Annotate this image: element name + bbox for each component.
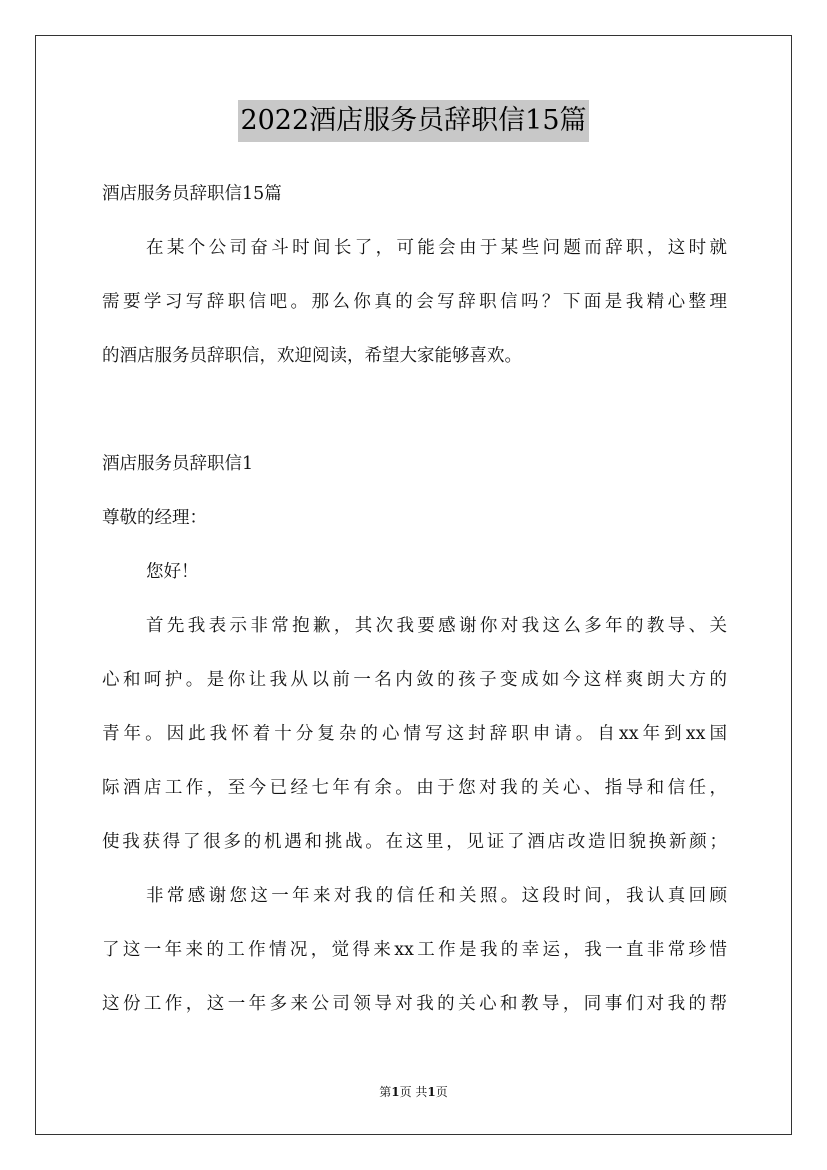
body-paragraph-1-line-5: 使我获得了很多的机遇和挑战。在这里，见证了酒店改造旧貌换新颜；: [102, 832, 727, 852]
footer-page-number: 1: [391, 1085, 400, 1099]
body-paragraph-1-line-3: 青年。因此我怀着十分复杂的心情写这封辞职申请。自xx年到xx国: [102, 724, 727, 744]
intro-paragraph-line-2: 需要学习写辞职信吧。那么你真的会写辞职信吗？下面是我精心整理: [102, 292, 727, 312]
footer-page-prefix: 第: [379, 1085, 392, 1099]
document-title: 2022酒店服务员辞职信15篇: [238, 100, 588, 142]
footer-page-mid: 页 共: [399, 1085, 428, 1099]
salutation: 尊敬的经理：: [102, 508, 207, 528]
greeting: 您好！: [146, 562, 199, 582]
body-paragraph-1-line-4: 际酒店工作，至今已经七年有余。由于您对我的关心、指导和信任，: [102, 778, 727, 798]
body-paragraph-1-line-1: 首先我表示非常抱歉，其次我要感谢你对我这么多年的教导、关: [146, 616, 727, 636]
page-footer: [0, 1083, 827, 1100]
body-paragraph-1-line-2: 心和呵护。是你让我从以前一名内敛的孩子变成如今这样爽朗大方的: [102, 670, 727, 690]
footer-page-suffix: 页: [435, 1085, 448, 1099]
body-paragraph-2-line-1: 非常感谢您这一年来对我的信任和关照。这段时间，我认真回顾: [146, 886, 727, 906]
subtitle-line: 酒店服务员辞职信15篇: [102, 184, 282, 204]
document-title-wrapper: [0, 100, 827, 142]
footer-page-total: 1: [427, 1085, 436, 1099]
intro-paragraph-line-1: 在某个公司奋斗时间长了，可能会由于某些问题而辞职，这时就: [146, 238, 727, 258]
body-paragraph-2-line-3: 这份工作，这一年多来公司领导对我的关心和教导，同事们对我的帮: [102, 994, 727, 1014]
intro-paragraph-line-3: 的酒店服务员辞职信，欢迎阅读，希望大家能够喜欢。: [102, 346, 522, 366]
body-paragraph-2-line-2: 了这一年来的工作情况，觉得来xx工作是我的幸运，我一直非常珍惜: [102, 940, 727, 960]
section-heading: 酒店服务员辞职信1: [102, 454, 254, 474]
